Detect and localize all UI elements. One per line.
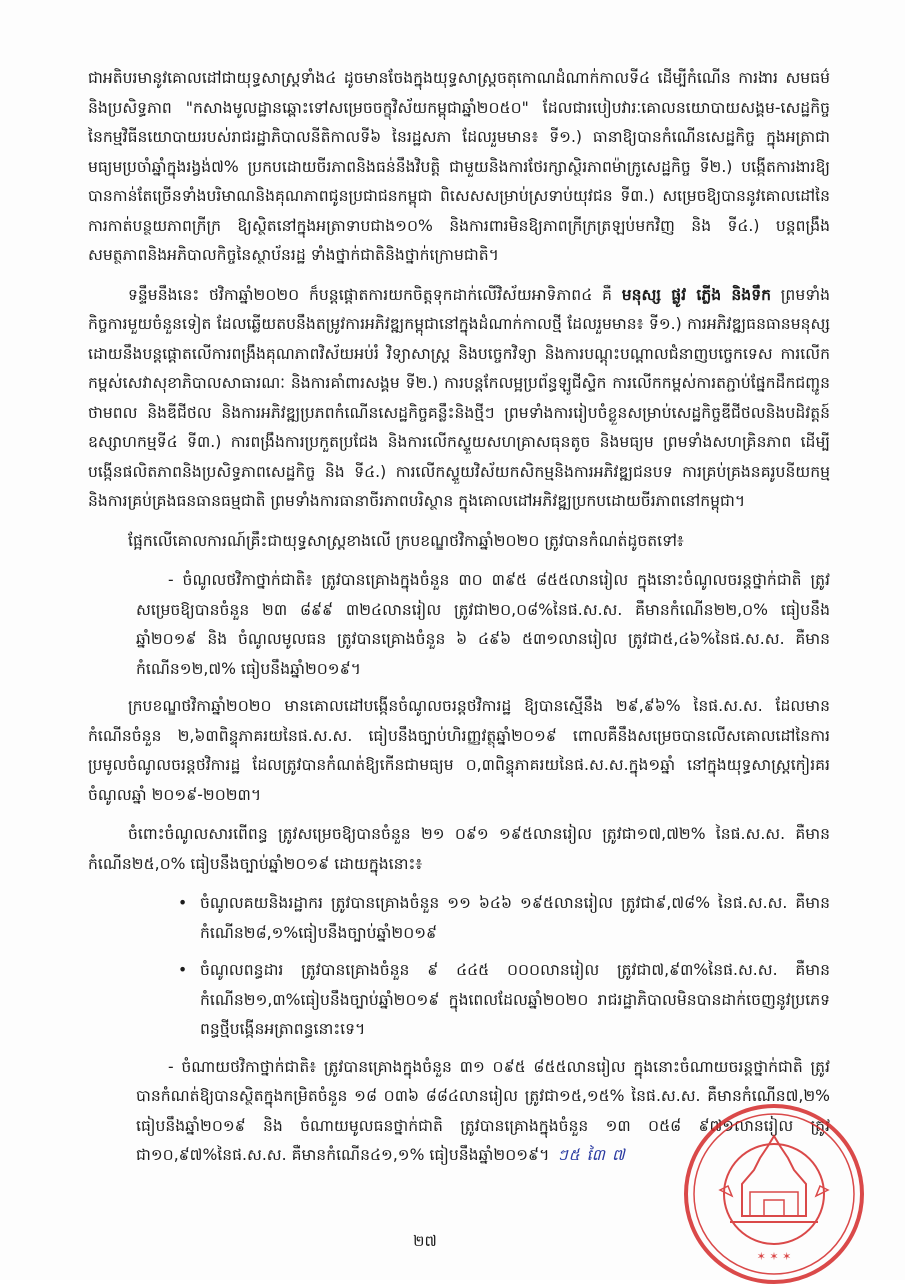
page-number: ២៧ <box>413 1232 437 1250</box>
svg-text:✶ ✶ ✶: ✶ ✶ ✶ <box>756 1250 792 1263</box>
item-national-revenue: - ចំណូលថវិកាថ្នាក់ជាតិ៖ ត្រូវបានគ្រោងក្នុងចំនួន ៣០ ៣៩៥ ៨៥៥លានរៀល ក្នុងនោះចំណូលចរន្តថ្នាក់ជាតិ ត្រូវសម្រេចឱ្យបានចំនួន ២៣ ៨៩៩ ៣២៤លានរៀល ត្រូវជា២០,០៨%នៃផ.ស.ស. គឺមានកំណើន២២,០% ធៀបនឹងឆ្នាំ២០១៩ និង ចំណូលមូលធន ត្រូវបានគ្រោងចំនួន ៦ ៤៩៦ ៥៣១លានរៀល ត្រូវជា៥,៤៦%នៃផ.ស.ស. គឺមានកំណើន១២,៧% ធៀបនឹងឆ្នាំ២០១៩។ <box>136 571 830 678</box>
bullet-tax-text: ចំណូលពន្ធដារ ត្រូវបានគ្រោងចំនួន ៩ ៤៤៥ ០០០លានរៀល ត្រូវជា៧,៩៣%នៃផ.ស.ស. គឺមានកំណើន២១,៣%ធៀបនឹងច្បាប់ឆ្នាំ២០១៩ ក្នុងពេលដែលឆ្នាំ២០២០ រាជរដ្ឋាភិបាលមិនបានដាក់ចេញនូវប្រភេទពន្ធថ្មីបង្កើនអត្រាពន្ធនោះទេ។ <box>200 961 830 1038</box>
bullet-dot: • <box>178 894 188 912</box>
priority-detail-text: ព្រមទាំងកិច្ចការមួយចំនួនទៀត ដែលឆ្លើយតបនឹងតម្រូវការអភិវឌ្ឍកម្ពុជានៅក្នុងដំណាក់កាលថ្មី ដែលរួមមាន៖ ទី១.) ការអភិវឌ្ឍធនធានមនុស្ស ដោយនឹងបន្តផ្តោតលើការពង្រឹងគុណភាពវិស័យអប់រំ វិទ្យាសាស្ត្រ និងបច្ចេកវិទ្យា និងការបណ្តុះបណ្តាលជំនាញបច្ចេកទេស ការលើកកម្ពស់សេវាសុខាភិបាលសាធារណៈ និងការគាំពារសង្គម ទី២.) ការបន្តកែលម្អប្រព័ន្ធឡូជីស្ទិក ការលើកកម្ពស់ការតភ្ជាប់ផ្នែកដឹកជញ្ជូន ថាមពល និងឌីជីថល និងការអភិវឌ្ឍប្រភពកំណើនសេដ្ឋកិច្ចគន្លឹះនិងថ្មីៗ ព្រមទាំងការរៀបចំខ្លួនសម្រាប់សេដ្ឋកិច្ចឌីជីថលនិងបដិវត្តន៍ឧស្សាហកម្មទី៤ ទី៣.) ការពង្រឹងការប្រកួតប្រជែង និងការលើកស្ទួយសហគ្រាសធុនតូច និងមធ្យម ព្រមទាំងសហគ្រិនភាព ដើម្បីបង្កើនផលិតភាពនិងប្រសិទ្ធភាពសេដ្ឋកិច្ច និង ទី៤.) ការលើកស្ទួយវិស័យកសិកម្មនិងការអភិវឌ្ឍជនបទ ការគ្រប់គ្រងនគរូបនីយកម្ម និងការគ្រប់គ្រងធនធានធម្មជាតិ ព្រមទាំងការធានាចីរភាពបរិស្ថាន ក្នុងគោលដៅអភិវឌ្ឍប្រកបដោយចីរភាពនៅកម្ពុជា។ <box>88 285 830 510</box>
paragraph-revenue-target: ក្របខណ្ឌថវិកាឆ្នាំ២០២០ មានគោលដៅបង្កើនចំណូលចរន្តថវិការដ្ឋ ឱ្យបានស្មើនឹង ២៩,៩៦% នៃផ.ស.ស. ដែលមានកំណើនចំនួន ២,៦៣ពិន្ទុភាគរយនៃផ.ស.ស. ធៀបនឹងច្បាប់ហិរញ្ញវត្ថុឆ្នាំ២០១៩ ពោលគឺនឹងសម្រេចបានលើសគោលដៅនៃការប្រមូលចំណូលចរន្តថវិការដ្ឋ ដែលត្រូវបានកំណត់ឱ្យកើនជាមធ្យម ០,៣ពិន្ទុភាគរយនៃផ.ស.ស.ក្នុង១ឆ្នាំ នៅក្នុងយុទ្ធសាស្ត្រកៀរគរចំណូលឆ្នាំ ២០១៩-២០២៣។ <box>88 697 830 804</box>
paragraph-priority-sectors <box>88 281 830 517</box>
expenditure-text: - ចំណាយថវិកាថ្នាក់ជាតិ៖ ត្រូវបានគ្រោងក្នុងចំនួន ៣១ ០៩៥ ៨៥៥លានរៀល ក្នុងនោះចំណាយចរន្តថ្នាក់ជាតិ ត្រូវបានកំណត់ឱ្យបានស្ថិតក្នុងកម្រិតចំនួន ១៨ ០៣៦ ៨៨៤លានរៀល ត្រូវជា១៥,១៥% នៃផ.ស.ស. គឺមានកំណើន៧,២% ធៀបនឹងឆ្នាំ២០១៩ និង ចំណាយមូលធនថ្នាក់ជាតិ ត្រូវបានគ្រោងក្នុងចំនួន ១៣ ០៥៨ ៩៧១លានរៀល ត្រូវជា១០,៩៧%នៃផ.ស.ស. គឺមានកំណើន៤១,១% ធៀបនឹងឆ្នាំ២០១៩។ <box>136 1057 830 1164</box>
priority-intro-text: ទន្ទឹមនឹងនេះ ថវិកាឆ្នាំ២០២០ ក៏បន្តផ្តោតការយកចិត្តទុកដាក់លើវិស័យអាទិភាព៤ គឺ <box>128 285 622 304</box>
official-seal-stamp <box>680 1100 868 1288</box>
document-body <box>88 64 830 1179</box>
bullet-customs-text: ចំណូលគយនិងរដ្ឋាករ ត្រូវបានគ្រោងចំនួន ១១ ៦៤៦ ១៩៥លានរៀល ត្រូវជា៩,៧៨% នៃផ.ស.ស. គឺមានកំណើន២៨,១%ធៀបនឹងច្បាប់ឆ្នាំ២០១៩ <box>200 894 830 942</box>
paragraph-strategic-goals: ជាអតិបរមានូវគោលដៅជាយុទ្ធសាស្ត្រទាំង៤ ដូចមានចែងក្នុងយុទ្ធសាស្ត្រចតុកោណដំណាក់កាលទី៤ ដើម្បីកំណើន ការងារ សមធម៌ និងប្រសិទ្ធភាព "កសាងមូលដ្ឋានឆ្ពោះទៅសម្រេចចក្ខុវិស័យកម្ពុជាឆ្នាំ២០៥០" ដែលជារបៀបវារៈគោលនយោបាយសង្គម-សេដ្ឋកិច្ច នៃកម្មវិធីនយោបាយរបស់រាជរដ្ឋាភិបាលនីតិកាលទី៦ នៃរដ្ឋសភា ដែលរួមមាន៖ ទី១.) ធានាឱ្យបានកំណើនសេដ្ឋកិច្ច ក្នុងអត្រាជាមធ្យមប្រចាំឆ្នាំក្នុងរង្វង់៧% ប្រកបដោយចីរភាពនិងធន់នឹងវិបត្តិ ជាមួយនិងការថែរក្សាស្ថិរភាពម៉ាក្រូសេដ្ឋកិច្ច ទី២.) បង្កើតការងារឱ្យបានកាន់តែច្រើនទាំងបរិមាណនិងគុណភាពជូនប្រជាជនកម្ពុជា ពិសេសសម្រាប់ស្រទាប់យុវជន ទី៣.) សម្រេចឱ្យបាននូវគោលដៅនៃការកាត់បន្ថយភាពក្រីក្រ ឱ្យស្ថិតនៅក្នុងអត្រាទាបជាង១០% និងការពារមិនឱ្យភាពក្រីក្រត្រឡប់មកវិញ និង ទី៤.) បន្តពង្រឹងសមត្ថភាពនិងអភិបាលកិច្ចនៃស្ថាប័នរដ្ឋ ទាំងថ្នាក់ជាតិនិងថ្នាក់ក្រោមជាតិ។ <box>88 69 830 264</box>
paragraph-framework-intro: ផ្អែកលើគោលការណ៍គ្រឹះជាយុទ្ធសាស្ត្រខាងលើ ក្របខណ្ឌថវិកាឆ្នាំ២០២០ ត្រូវបានកំណត់ដូចតទៅ៖ <box>128 531 684 550</box>
bullet-customs-revenue <box>88 889 830 948</box>
bullet-tax-revenue <box>88 956 830 1045</box>
priority-keywords: មនុស្ស ផ្លូវ ភ្លើង និងទឹក <box>621 285 771 304</box>
bullet-dot: • <box>178 961 188 979</box>
paragraph-tax-revenue: ចំពោះចំណូលសារពើពន្ធ ត្រូវសម្រេចឱ្យបានចំនួន ២១ ០៩១ ១៩៥លានរៀល ត្រូវជា១៧,៧២% នៃផ.ស.ស. គឺមានកំណើន២៥,០% ធៀបនឹងច្បាប់ឆ្នាំ២០១៩ ដោយក្នុងនោះ៖ <box>88 825 830 873</box>
handwritten-initials: ៗ៥ ៣ៃ ៧ <box>557 1146 626 1164</box>
